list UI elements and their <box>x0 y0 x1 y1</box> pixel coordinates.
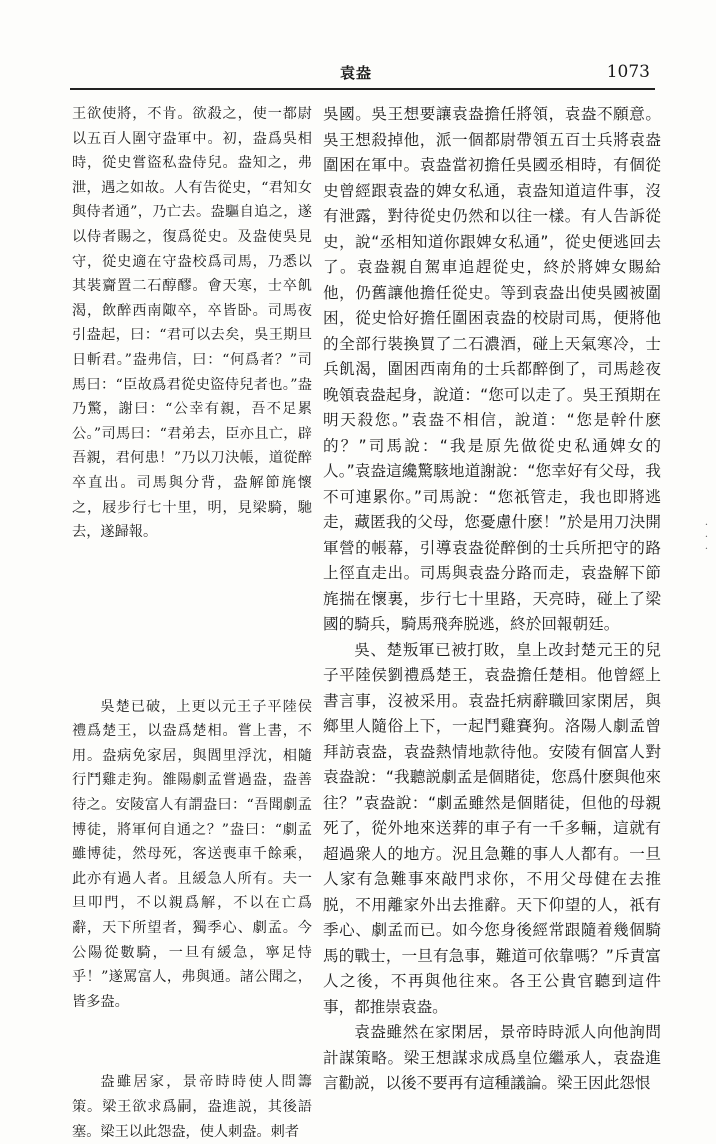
classical-text-column <box>72 102 312 1140</box>
classical-paragraph-3: 盎雖居家，景帝時時使人問籌策。梁王欲求爲嗣，盎進説，其後語塞。梁王以此怨盎，使人刺盎。刺者 <box>72 1074 312 1140</box>
margin-marks: · · · <box>704 520 708 555</box>
translation-paragraph-2: 吳、楚叛軍已被打敗，皇上改封楚元王的兒子平陸侯劉禮爲楚王，袁盎擔任楚相。他曾經上書言事，沒被采用。袁盎托病辭職回家閑居，與鄉里人隨俗上下，一起鬥雞賽狗。洛陽人劇孟曾拜訪袁盎，袁盎熱情地款待他。安陵有個富人對袁盎說：“我聽説劇孟是個賭徒，您爲什麽與他來往？”袁盎說：“劇孟雖然是個賭徒，但他的母親死了，從外地來送葬的車子有一千多輛，這就有超過衆人的地方。況且急難的事人人都有。一旦人家有急難事來敲門求你，不用父母健在去推脱，不用離家外出去推辭。天下仰望的人，祇有季心、劇孟而已。如今您身後經常跟隨着幾個騎馬的戰士，一旦有急事，難道可依靠嗎？”斥責富人之後，不再與他往來。各王公貴官聽到這件事，都推崇袁盎。 <box>323 640 661 1016</box>
header-rule <box>70 88 655 90</box>
translation-paragraph-3: 袁盎雖然在家閑居，景帝時時派人向他詢問計謀策略。梁王想謀求成爲皇位繼承人，袁盎進言勸説，以後不要再有這種議論。梁王因此怨恨 <box>323 1023 661 1092</box>
paragraph-gap <box>72 545 312 695</box>
classical-paragraph-1: 王欲使將，不肯。欲殺之，使一都尉以五百人圍守盎軍中。初，盎爲吳相時，從史嘗盜私盎侍兒。盎知之，弗泄，遇之如故。人有告從史，“君知女與侍者通”，乃亡去。盎驅自追之，遂以侍者賜之，復爲從史。及盎使吳見守，從史適在守盎校爲司馬，乃悉以其裝齎置二石醇醪。會天寒，士卒飢渴，飲醉西南陬卒，卒皆卧。司馬夜引盎起，曰：“君可以去矣，吳王期旦日斬君。”盎弗信，曰：“何爲者？”司馬曰：“臣故爲君從史盜侍兒者也。”盎乃驚，謝曰：“公幸有親，吾不足累公。”司馬曰：“君弟去，臣亦且亡，辟吾親，君何患！”乃以刀決帳，道從醉卒直出。司馬與分背，盎解節旄懷之，屐步行七十里，明，見梁騎，馳去，遂歸報。 <box>72 106 312 541</box>
translation-text-column <box>323 102 661 1092</box>
page-number: 1073 <box>606 62 650 82</box>
translation-paragraph-1: 吳國。吳王想要讓袁盎擔任將領，袁盎不願意。吳王想殺掉他，派一個都尉帶領五百士兵將袁盎圍困在軍中。袁盎當初擔任吳國丞相時，有個從史曾經跟袁盎的婢女私通，袁盎知道這件事，沒有泄露，對待從史仍然和以往一樣。有人告訴從史，說“丞相知道你跟婢女私通”，從史便逃回去了。袁盎親自駕車追趕從史，終於將婢女賜給他，仍舊讓他擔任從史。等到袁盎出使吳國被圍困，從史恰好擔任圍困袁盎的校尉司馬，便將他的全部行裝換買了二石濃酒，碰上天氣寒冷，士兵飢渴，圍困西南角的士兵都醉倒了，司馬趁夜晚領袁盎起身，說道：“您可以走了。吳王預期在明天殺您。”袁盎不相信，說道：“您是幹什麽的？”司馬說：“我是原先做從史私通婢女的人。”袁盎這纔驚駭地道謝說：“您幸好有父母，我不可連累你。”司馬說：“您祇管走，我也即將逃走，藏匿我的父母，您憂慮什麽！”於是用刀決開軍營的帳幕，引導袁盎從醉倒的士兵所把守的路上徑直走出。司馬與袁盎分路而走，袁盎解下節旄揣在懷裏，步行七十里路，天亮時，碰上了梁國的騎兵，騎馬飛奔脱逃，終於回報朝廷。 <box>323 105 661 633</box>
running-title: 袁盎 <box>340 64 373 82</box>
classical-paragraph-2: 吳楚已破，上更以元王子平陸侯禮爲楚王，以盎爲楚相。嘗上書，不用。盎病免家居，與閭里浮沈，相隨行鬥雞走狗。雒陽劇孟嘗過盎，盎善待之。安陵富人有謂盎曰：“吾聞劇孟博徒，將軍何自通之？”盎曰：“劇孟雖博徒，然母死，客送喪車千餘乘，此亦有過人者。且緩急人所有。夫一旦叩門，不以親爲解，不以在亡爲辭，天下所望者，獨季心、劇孟。今公陽從數騎，一旦有緩急，寧足恃乎！”遂罵富人，弗與通。諸公聞之，皆多盎。 <box>72 698 312 1010</box>
paragraph-gap <box>72 1014 312 1070</box>
